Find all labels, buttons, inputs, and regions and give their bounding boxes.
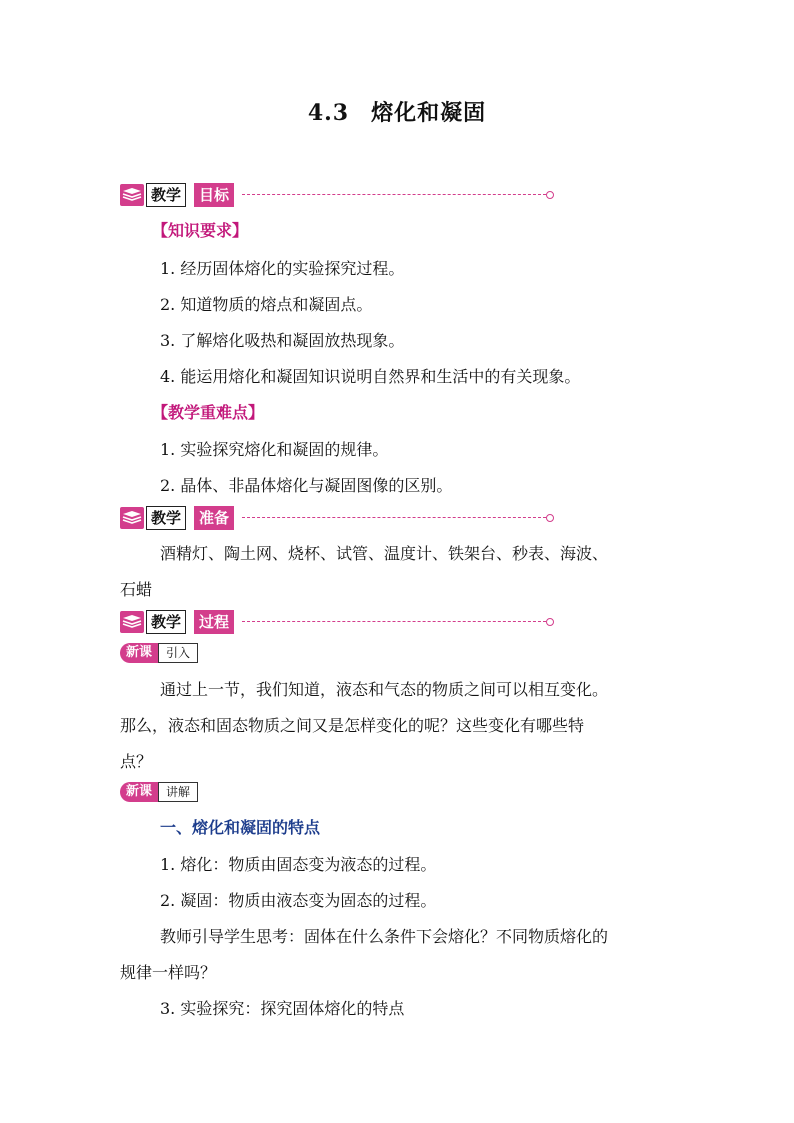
section-divider	[242, 194, 546, 195]
title-text: 熔化和凝固	[371, 100, 487, 126]
section-label-accent: 目标	[194, 183, 234, 207]
section-header-process	[120, 610, 440, 634]
lecture-think-line-2: 规律一样吗？	[120, 963, 217, 982]
knowledge-item-2: 2. 知道物质的熔点和凝固点。	[160, 295, 373, 314]
page-title	[0, 96, 794, 127]
section-divider	[242, 517, 546, 518]
section-label-main: 教学	[146, 610, 186, 634]
keypoints-heading: 【教学重难点】	[152, 403, 265, 422]
section-label-accent: 准备	[194, 506, 234, 530]
divider-end-dot	[546, 191, 554, 199]
knowledge-heading: 【知识要求】	[152, 221, 249, 240]
keypoint-item-1: 1. 实验探究熔化和凝固的规律。	[160, 440, 389, 459]
section-label-main: 教学	[146, 506, 186, 530]
tag-lecture: 讲解	[158, 782, 198, 802]
book-icon	[120, 184, 144, 206]
lecture-item-1: 1. 熔化：物质由固态变为液态的过程。	[160, 855, 437, 874]
lecture-think-line-1: 教师引导学生思考：固体在什么条件下会熔化？不同物质熔化的	[160, 927, 609, 946]
divider-end-dot	[546, 618, 554, 626]
lecture-heading: 一、熔化和凝固的特点	[160, 818, 321, 837]
section-divider	[242, 621, 546, 622]
tag-intro: 引入	[158, 643, 198, 663]
intro-line-3: 点？	[120, 752, 153, 771]
materials-line-1: 酒精灯、陶土网、烧杯、试管、温度计、铁架台、秒表、海波、	[160, 544, 609, 563]
lecture-item-3: 3. 实验探究：探究固体熔化的特点	[160, 999, 405, 1018]
section-label-accent: 过程	[194, 610, 234, 634]
title-number: 4.3	[307, 100, 350, 126]
divider-end-dot	[546, 514, 554, 522]
section-label-main: 教学	[146, 183, 186, 207]
section-header-goals	[120, 183, 440, 207]
materials-line-2: 石蜡	[120, 580, 153, 599]
knowledge-item-3: 3. 了解熔化吸热和凝固放热现象。	[160, 331, 405, 350]
intro-line-2: 那么，液态和固态物质之间又是怎样变化的呢？这些变化有哪些特	[120, 716, 585, 735]
keypoint-item-2: 2. 晶体、非晶体熔化与凝固图像的区别。	[160, 476, 453, 495]
intro-line-1: 通过上一节，我们知道，液态和气态的物质之间可以相互变化。	[160, 680, 609, 699]
tag-new-lesson: 新课	[120, 643, 158, 663]
lecture-item-2: 2. 凝固：物质由液态变为固态的过程。	[160, 891, 437, 910]
section-header-prep	[120, 506, 440, 530]
book-icon	[120, 507, 144, 529]
knowledge-item-4: 4. 能运用熔化和凝固知识说明自然界和生活中的有关现象。	[160, 367, 581, 386]
book-icon	[120, 611, 144, 633]
tag-new-lesson: 新课	[120, 782, 158, 802]
knowledge-item-1: 1. 经历固体熔化的实验探究过程。	[160, 259, 405, 278]
